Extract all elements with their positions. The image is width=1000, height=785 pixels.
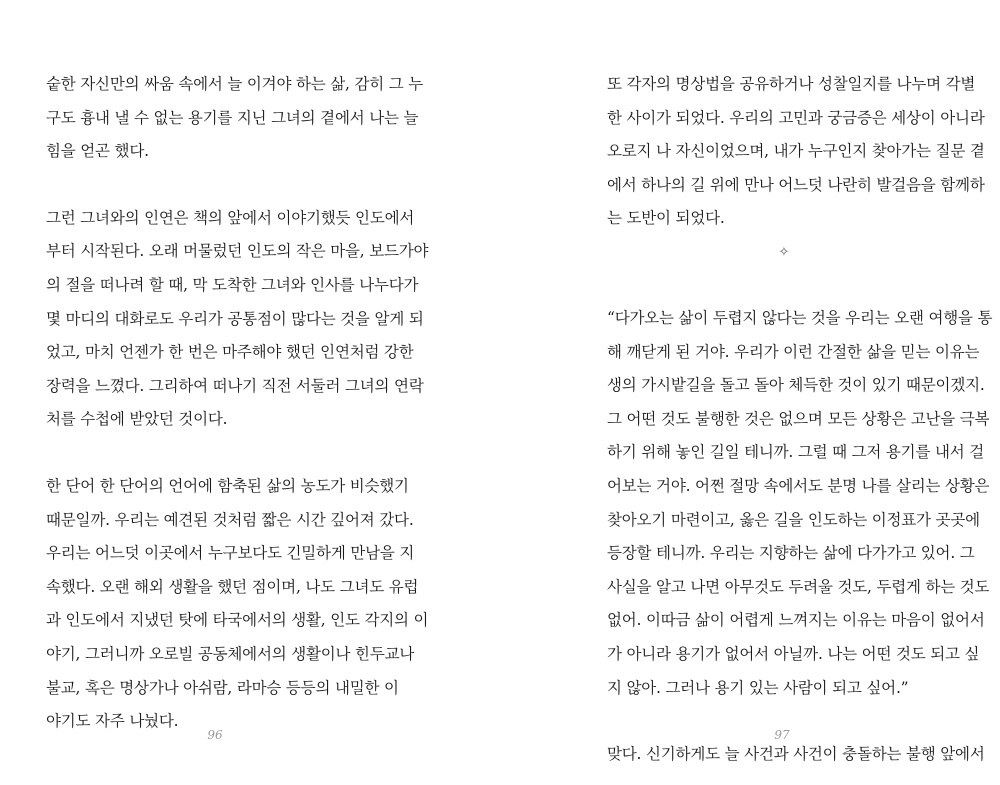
section-break-ornament-icon: ✧ [778,244,790,260]
page-number-right: 97 [774,728,790,742]
left-paragraph-2 [46,202,429,437]
text-line: 때문일까. 우리는 예견된 것처럼 짧은 시간 깊어져 갔다. [46,510,414,529]
text-line: 야기도 자주 나눴다. [46,712,179,731]
right-paragraph-quote [607,302,993,705]
paragraph-gap [46,437,400,470]
text-line: 에서 하나의 길 위에 만나 어느덧 나란히 발걸음을 함께하 [607,175,985,194]
text-line: 사실을 알고 나면 아무것도 두려울 것도, 두렵게 하는 것도 [607,577,990,596]
paragraph-gap [607,269,961,302]
text-line: 장력을 느꼈다. 그리하여 떠나기 직전 서둘러 그녀의 연락 [46,376,424,395]
text-line: 생의 가시밭길을 돌고 돌아 체득한 것이 있기 때문이겠지. [607,376,985,395]
text-line: 었고, 마치 언젠가 한 번은 마주해야 했던 인연처럼 강한 [46,343,414,362]
text-line: 한 단어 한 단어의 언어에 함축된 삶의 농도가 비슷했기 [46,476,409,495]
text-line: 숱한 자신만의 싸움 속에서 늘 이겨야 하는 삶, 감히 그 누 [46,75,424,93]
text-line: 우리는 어느덧 이곳에서 누구보다도 긴밀하게 만남을 지 [46,544,415,563]
left-paragraph-1 [46,68,424,169]
text-line: 등장할 테니까. 우리는 지향하는 삶에 다가가고 있어. 그 [607,544,975,563]
paragraph-gap [46,169,400,202]
text-line: 어보는 거야. 어쩐 절망 속에서도 분명 나를 살리는 상황은 [607,476,990,495]
text-line: 구도 흉내 낼 수 없는 용기를 지닌 그녀의 곁에서 나는 늘 [46,108,419,127]
right-paragraph-1 [607,68,985,236]
text-line: 불교, 혹은 명상가나 아쉬람, 라마승 등등의 내밀한 이 [46,678,399,697]
text-line: 없어. 이따금 삶이 어렵게 느껴지는 이유는 마음이 없어서 [607,611,985,630]
text-line: 한 사이가 되었다. 우리의 고민과 궁금증은 세상이 아니라 [607,108,985,127]
text-line: 오로지 나 자신이었으며, 내가 누구인지 찾아가는 질문 곁 [607,142,985,161]
text-line: 지 않아. 그러나 용기 있는 사람이 되고 싶어.” [607,678,909,697]
text-line: 가 아니라 용기가 없어서 아닐까. 나는 어떤 것도 되고 싶 [607,644,980,663]
text-line: 맞다. 신기하게도 늘 사건과 사건이 충돌하는 불행 앞에서 [607,745,985,764]
text-line: 또 각자의 명상법을 공유하거나 성찰일지를 나누며 각별 [607,75,976,93]
left-page [46,68,429,739]
text-line: 그런 그녀와의 인연은 책의 앞에서 이야기했듯 인도에서 [46,208,415,227]
text-line: 는 도반이 되었다. [607,209,725,228]
left-paragraph-3 [46,470,429,739]
text-line: 처를 수첩에 받았던 것이다. [46,410,228,429]
page-number-left: 96 [207,728,223,742]
text-line: 속했다. 오랜 해외 생활을 했던 점이며, 나도 그녀도 유럽 [46,577,419,596]
text-line: 힘을 얻곤 했다. [46,142,149,161]
text-line: 야기, 그러니까 오로빌 공동체에서의 생활이나 힌두교나 [46,644,415,663]
text-line: 과 인도에서 지냈던 탓에 타국에서의 생활, 인도 각지의 이 [46,611,429,630]
text-line: 그 어떤 것도 불행한 것은 없으며 모든 상황은 고난을 극복 [607,409,990,428]
text-line: 몇 마디의 대화로도 우리가 공통점이 많다는 것을 알게 되 [46,309,424,328]
text-line: 해 깨닫게 된 거야. 우리가 이런 간절한 삶을 믿는 이유는 [607,342,980,361]
text-line: 찾아오기 마련이고, 옳은 길을 인도하는 이정표가 곳곳에 [607,510,980,529]
text-line: 부터 시작된다. 오래 머물렀던 인도의 작은 마을, 보드가야 [46,242,429,261]
right-paragraph-last [607,738,985,772]
text-line: 의 절을 떠나려 할 때, 막 도착한 그녀와 인사를 나누다가 [46,275,419,294]
right-page [607,68,993,772]
text-line: “다가오는 삶이 두렵지 않다는 것을 우리는 오랜 여행을 통 [607,308,993,327]
text-line: 하기 위해 놓인 길일 테니까. 그럴 때 그저 용기를 내서 걸 [607,443,985,462]
